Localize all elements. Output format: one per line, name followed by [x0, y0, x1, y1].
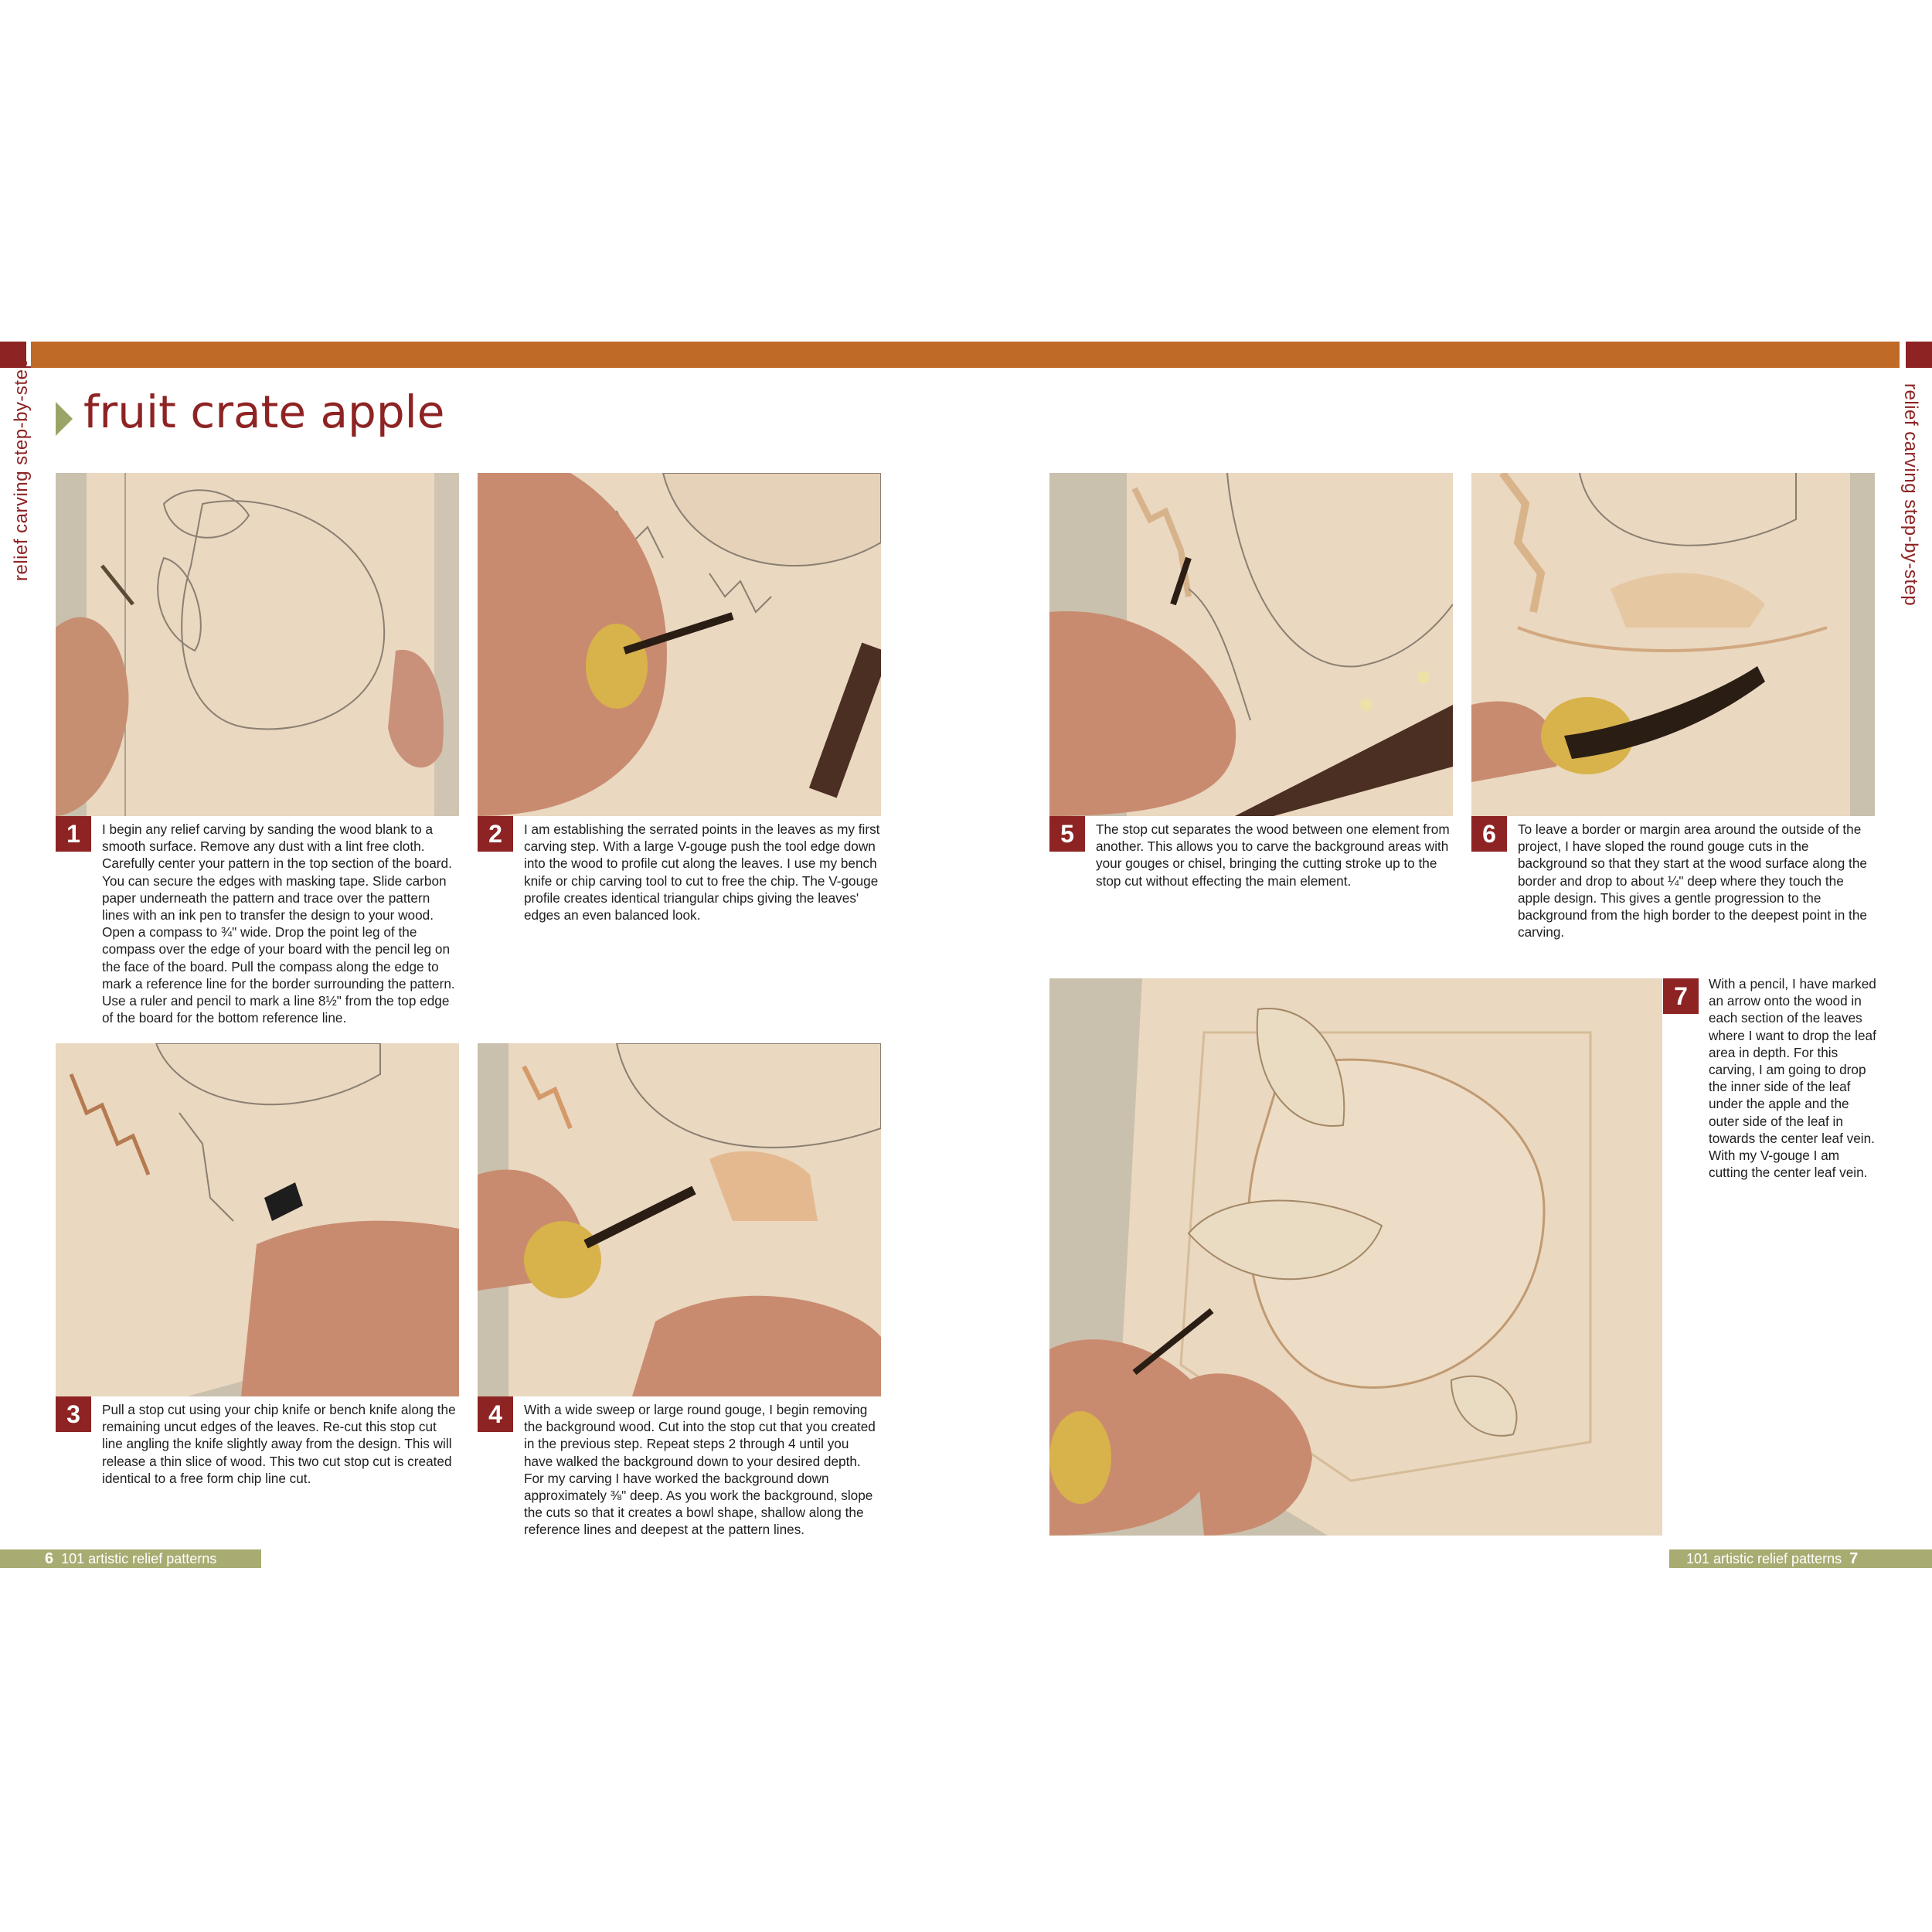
step-6-photo — [1471, 473, 1875, 816]
page-title: fruit crate apple — [83, 386, 445, 438]
step-3-text: Pull a stop cut using your chip knife or bench knife along the remaining uncut edges of the leaves. Re-cut this stop cut line angling the knife slightly away from the design. This will release a thin slice of wood. This two cut stop cut is created identical to a free form chip line cut. — [102, 1402, 456, 1486]
step-3-number: 3 — [56, 1396, 91, 1432]
footer-right — [1669, 1549, 1932, 1568]
step-4-photo — [478, 1043, 881, 1396]
step-4-text: With a wide sweep or large round gouge, I begin removing the background wood. Cut into the stop cut that you created in the previous step. Repeat steps 2 through 4 until you have walked the background down to your desired depth. For my carving I have worked the background down approximately ⅜" deep. As you work the background, slope the cuts so that it creates a bowl shape, shallow along the reference lines and deepest at the pattern lines. — [524, 1402, 876, 1538]
footer-right-page-number: 7 — [1849, 1550, 1859, 1567]
step-7-number: 7 — [1663, 978, 1699, 1014]
step-7-photo — [1049, 978, 1662, 1536]
title-arrow-icon — [56, 402, 73, 436]
step-3-photo — [56, 1043, 459, 1396]
step-5-number: 5 — [1049, 816, 1085, 852]
step-1-photo — [56, 473, 459, 816]
step-2-number: 2 — [478, 816, 513, 852]
footer-left-text: 101 artistic relief patterns — [61, 1551, 217, 1566]
step-2-text: I am establishing the serrated points in the leaves as my first carving step. With a large V-gouge push the tool edge down into the wood to profile cut along the leaves. I use my bench knife or chip carving tool to cut to free the chip. The V-gouge profile creates identical triangular chips giving the leaves' edges an even balanced look. — [524, 821, 880, 923]
edge-tab-right — [1906, 342, 1932, 368]
footer-right-text: 101 artistic relief patterns — [1686, 1551, 1842, 1566]
footer-left — [0, 1549, 261, 1568]
step-6-text: To leave a border or margin area around the outside of the project, I have sloped the round gouge cuts in the background so that they start at the wood surface along the border and drop to about ¼" deep where they touch the apple design. This gives a gentle progression to the background from the high border to the deepest point in the carving. — [1518, 821, 1867, 940]
header-bar — [31, 342, 1900, 368]
footer-left-page-number: 6 — [45, 1550, 54, 1567]
step-7-text: With a pencil, I have marked an arrow onto the wood in each section of the leaves where I want to drop the leaf area in depth. For this carving, I am going to drop the inner side of the leaf under the apple and the outer side of the leaf in towards the center leaf vein. With my V-gouge I am cutting the center leaf vein. — [1709, 976, 1876, 1181]
step-1-text: I begin any relief carving by sanding the wood blank to a smooth surface. Remove any dust with a lint free cloth. Carefully center your pattern in the top section of the board. You can secure the edges with masking tape. Slide carbon paper underneath the pattern and trace over the pattern lines with an ink pen to transfer the design to your wood. Open a compass to ¾" wide. Drop the point leg of the compass over the edge of your board with the pencil leg on the face of the board. Pull the compass along the edge to mark a reference line for the border surrounding the pattern. Use a ruler and pencil to mark a line 8½" from the top edge of the board for the bottom reference line. — [102, 821, 455, 1026]
step-1-number: 1 — [56, 816, 91, 852]
step-4-number: 4 — [478, 1396, 513, 1432]
step-2-photo — [478, 473, 881, 816]
step-5-photo — [1049, 473, 1453, 816]
side-label-right: relief carving step-by-step — [1900, 383, 1921, 607]
step-5-text: The stop cut separates the wood between one element from another. This allows you to carve the background areas with your gouges or chisel, bringing the cutting stroke up to the stop cut without effecting the main element. — [1096, 821, 1450, 889]
side-label-left: relief carving step-by-step — [11, 358, 32, 581]
step-6-number: 6 — [1471, 816, 1507, 852]
